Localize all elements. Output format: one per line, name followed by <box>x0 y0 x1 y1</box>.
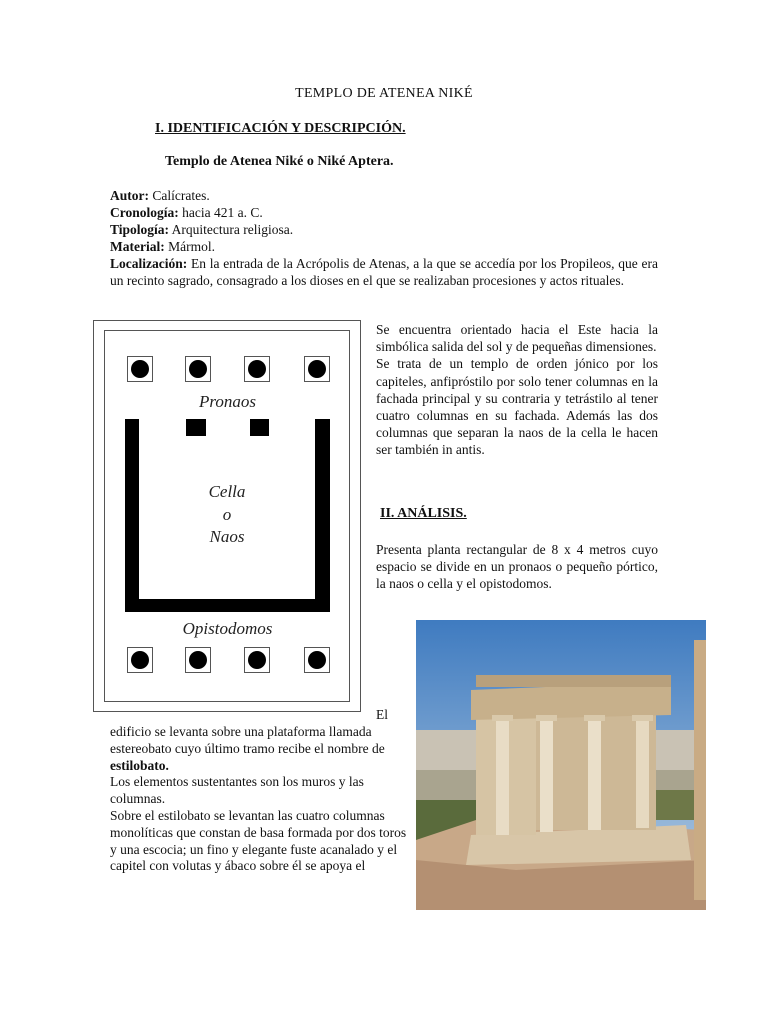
document-title: TEMPLO DE ATENEA NIKÉ <box>295 86 473 101</box>
column-back-1 <box>127 647 153 673</box>
column-front-1 <box>127 356 153 382</box>
column-front-3 <box>244 356 270 382</box>
temple-photo <box>416 620 706 910</box>
column-back-3 <box>244 647 270 673</box>
estilobato-term: estilobato. <box>110 757 169 773</box>
description-column <box>376 321 658 459</box>
pronaos-opening-2 <box>206 419 250 437</box>
material-label: Material: <box>110 239 165 254</box>
cronologia-label: Cronología: <box>110 205 179 220</box>
autor-value: Calícrates. <box>149 188 210 203</box>
opistodomos-label: Opistodomos <box>182 619 273 638</box>
metadata-block <box>110 187 658 289</box>
column-back-2 <box>185 647 211 673</box>
continuation-word: El <box>376 707 388 722</box>
tipologia-value: Arquitectura religiosa. <box>169 222 294 237</box>
localizacion-label: Localización: <box>110 256 188 271</box>
section-heading-identificacion: I. IDENTIFICACIÓN Y DESCRIPCIÓN. <box>155 121 406 136</box>
tipologia-label: Tipología: <box>110 222 170 237</box>
pronaos-opening-3 <box>269 419 315 437</box>
cella-label-line2: o <box>222 505 232 524</box>
order-paragraph: Se trata de un templo de orden jónico por los capiteles, anfipróstilo por solo tener columnas en la fachada principal y su contraria y tetrástilo al tener cuatro columnas en su fachada. Además las dos columnas que separan la naos de la cella le hacen ser también in antis. <box>376 356 658 458</box>
pronaos-opening-1 <box>139 419 186 437</box>
orientation-paragraph: Se encuentra orientado hacia el Este hacia la simbólica salida del sol y de pequeñas dimensiones. <box>376 322 658 355</box>
column-front-4 <box>304 356 330 382</box>
cronologia-value: hacia 421 a. C. <box>178 205 263 220</box>
cella-label-line1: Cella <box>208 482 246 501</box>
column-back-4 <box>304 647 330 673</box>
estilobato-text: edificio se levanta sobre una plataforma llamada estereobato cuyo último tramo recibe el nombre de <box>110 724 385 756</box>
estilobato-paragraph <box>110 724 410 774</box>
cella-label-line3: Naos <box>209 527 245 546</box>
columns-paragraph: Sobre el estilobato se levantan las cuatro columnas monolíticas que constan de basa formada por dos toros y una escocia; un fino y elegante fuste acanalado y el capitel con volutas y ábaco sobre él se apoya el <box>110 807 407 874</box>
autor-label: Autor: <box>110 188 149 203</box>
section-heading-analisis: II. ANÁLISIS. <box>380 506 467 521</box>
localizacion-value: En la entrada de la Acrópolis de Atenas, a la que se accedía por los Propileos, que era un recinto sagrado, consagrado a los dioses en el que se realizaban procesiones y actos rituales. <box>110 256 658 288</box>
supports-paragraph: Los elementos sustentantes son los muros y las columnas. <box>110 774 364 807</box>
material-value: Mármol. <box>164 239 215 254</box>
structure-column <box>110 724 410 875</box>
document-subtitle: Templo de Atenea Niké o Niké Aptera. <box>165 154 394 169</box>
column-front-2 <box>185 356 211 382</box>
analysis-paragraph: Presenta planta rectangular de 8 x 4 metros cuyo espacio se divide en un pronaos o pequeño pórtico, la naos o cella y el opistodomos. <box>376 542 658 592</box>
pronaos-label: Pronaos <box>199 392 256 411</box>
